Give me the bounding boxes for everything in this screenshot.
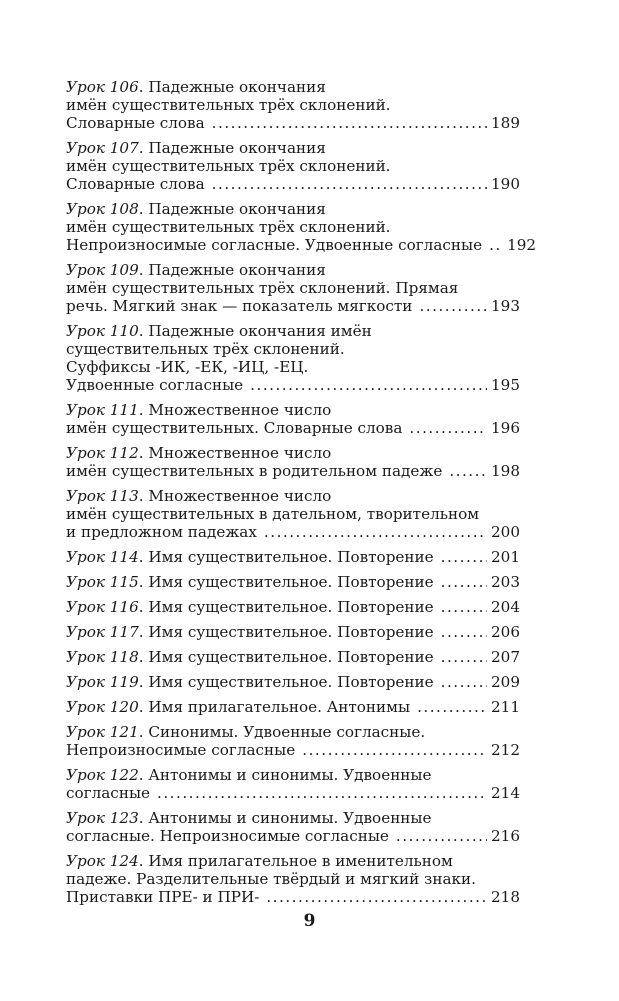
toc-entry[interactable] [66, 723, 520, 759]
entry-title-text: существительных трёх склонений. [66, 340, 345, 358]
toc-entry-line: Урок 112 . Множественное число [66, 444, 332, 462]
dot-leader [441, 673, 487, 691]
dot-leader [157, 784, 487, 802]
entry-title-text: Имя существительное. Повторение [148, 598, 434, 616]
toc-entry-line [66, 376, 520, 394]
toc-entry[interactable] [66, 401, 520, 437]
lesson-label: Урок 109 [66, 261, 139, 279]
entry-title-text: Приставки ПРЕ- и ПРИ- [66, 888, 260, 906]
entry-title-text: Имя существительное. Повторение [148, 623, 434, 641]
entry-title-text: Падежные окончания [148, 139, 326, 157]
entry-title-text: Имя прилагательное. Антонимы [148, 698, 411, 716]
dot-leader [266, 888, 487, 906]
page-number: 9 [303, 911, 316, 931]
lesson-label: Урок 117 [66, 623, 139, 641]
dot-leader [409, 419, 487, 437]
page-reference[interactable]: 216 [491, 827, 520, 845]
toc-entry-line: Урок 113 . Множественное число [66, 487, 332, 505]
toc-entry-line [66, 888, 520, 906]
toc-entry-line: Урок 115 . Имя существительное. Повторение ..... 203 [66, 573, 520, 591]
dot-leader [441, 573, 487, 591]
toc-entry-line [66, 523, 520, 541]
dot-leader [212, 114, 487, 132]
toc-entry-line [66, 462, 520, 480]
toc-entry-line [66, 505, 520, 523]
lesson-label: Урок 113 [66, 487, 139, 505]
toc-entry-line [66, 236, 537, 254]
toc-entry-line: Урок 106 . Падежные окончания [66, 78, 326, 96]
entry-title-text: имён существительных в родительном падеже [66, 462, 443, 480]
toc-entry[interactable] [66, 648, 520, 666]
entry-title-text: Словарные слова [66, 114, 205, 132]
entry-title-text: имён существительных трёх склонений. [66, 157, 391, 175]
entry-title-text: Множественное число [148, 401, 332, 419]
dot-leader [419, 297, 487, 315]
toc-entry[interactable] [66, 444, 520, 480]
lesson-label: Урок 110 [66, 322, 139, 340]
page-reference[interactable]: 214 [491, 784, 520, 802]
entry-title-text: падеже. Разделительные твёрдый и мягкий знаки. [66, 870, 476, 888]
dot-leader [264, 523, 487, 541]
toc-entry-line: Урок 122 . Антонимы и синонимы. Удвоенные [66, 766, 432, 784]
toc-entry[interactable] [66, 852, 520, 906]
toc-entry-line [66, 297, 520, 315]
page-reference[interactable]: 209 [491, 673, 520, 691]
page-reference[interactable]: 200 [491, 523, 520, 541]
toc-entry-line [66, 827, 520, 845]
page-reference[interactable]: 201 [491, 548, 520, 566]
lesson-label: Урок 107 [66, 139, 139, 157]
entry-title-text: имён существительных трёх склонений. [66, 218, 391, 236]
lesson-label: Урок 108 [66, 200, 139, 218]
lesson-label: Урок 118 [66, 648, 139, 666]
entry-title-text: Множественное число [148, 487, 332, 505]
entry-title-text: имён существительных трёх склонений. Прямая [66, 279, 459, 297]
lesson-label: Урок 115 [66, 573, 139, 591]
toc-entry-line [66, 419, 520, 437]
toc-entry[interactable] [66, 809, 520, 845]
entry-title-text: Падежные окончания имён [148, 322, 372, 340]
toc-entry-line: Урок 121 . Синонимы. Удвоенные согласные. [66, 723, 426, 741]
entry-title-text: Падежные окончания [148, 261, 326, 279]
entry-title-text: Падежные окончания [148, 200, 326, 218]
entry-title-text: Падежные окончания [148, 78, 326, 96]
page-reference[interactable]: 212 [491, 741, 520, 759]
dot-leader [441, 623, 487, 641]
page-reference[interactable]: 190 [491, 175, 520, 193]
page-reference[interactable]: 192 [507, 236, 537, 254]
toc-entry-line: Урок 116 . Имя существительное. Повторение ..... 204 [66, 598, 520, 616]
entry-title-text: имён существительных трёх склонений. [66, 96, 391, 114]
lesson-label: Урок 116 [66, 598, 139, 616]
entry-title-text: Имя существительное. Повторение [148, 673, 434, 691]
table-of-contents [66, 78, 537, 913]
toc-entry[interactable] [66, 487, 520, 541]
page-reference[interactable]: 195 [491, 376, 520, 394]
lesson-label: Урок 122 [66, 766, 139, 784]
dot-leader [396, 827, 487, 845]
entry-title-text: имён существительных в дательном, творительном [66, 505, 480, 523]
toc-entry-line [66, 741, 520, 759]
dot-leader [449, 462, 487, 480]
toc-entry-line: Урок 117 . Имя существительное. Повторение ..... 206 [66, 623, 520, 641]
entry-title-text: Непроизносимые согласные. Удвоенные согласные [66, 236, 483, 254]
page-reference[interactable]: 207 [491, 648, 520, 666]
entry-title-text: Антонимы и синонимы. Удвоенные [148, 766, 432, 784]
toc-entry-line [66, 279, 520, 297]
toc-entry-line: Урок 123 . Антонимы и синонимы. Удвоенные [66, 809, 432, 827]
page-reference[interactable]: 193 [491, 297, 520, 315]
entry-title-text: Имя прилагательное в именительном [148, 852, 453, 870]
toc-entry-line: Урок 114 . Имя существительное. Повторение ..... 201 [66, 548, 520, 566]
entry-title-text: Имя существительное. Повторение [148, 548, 434, 566]
toc-entry[interactable] [66, 139, 520, 193]
page-reference[interactable]: 206 [491, 623, 520, 641]
entry-title-text: имён существительных. Словарные слова [66, 419, 403, 437]
dot-leader [441, 648, 487, 666]
lesson-label: Урок 106 [66, 78, 139, 96]
page-reference[interactable]: 189 [491, 114, 520, 132]
page-reference[interactable]: 211 [491, 698, 520, 716]
toc-entry[interactable] [66, 698, 520, 716]
toc-entry-line [66, 157, 520, 175]
dot-leader [417, 698, 487, 716]
toc-entry-line [66, 218, 520, 236]
entry-title-text: Удвоенные согласные [66, 376, 244, 394]
toc-entry-line: Урок 118 . Имя существительное. Повторение ..... 207 [66, 648, 520, 666]
entry-title-text: Антонимы и синонимы. Удвоенные [148, 809, 432, 827]
toc-entry[interactable] [66, 598, 520, 616]
dot-leader [212, 175, 487, 193]
lesson-label: Урок 121 [66, 723, 139, 741]
lesson-label: Урок 120 [66, 698, 139, 716]
toc-entry[interactable] [66, 200, 537, 254]
entry-title-text: Имя существительное. Повторение [148, 573, 434, 591]
toc-entry[interactable] [66, 548, 520, 566]
toc-entry-line: Урок 124 . Имя прилагательное в именительном [66, 852, 453, 870]
entry-title-text: Имя существительное. Повторение [148, 648, 434, 666]
entry-title-text: и предложном падежах [66, 523, 257, 541]
dot-leader [441, 548, 487, 566]
toc-entry-line [66, 96, 520, 114]
page-reference[interactable]: 196 [491, 419, 520, 437]
entry-title-text: Суффиксы -ИК, -ЕК, -ИЦ, -ЕЦ. [66, 358, 309, 376]
toc-entry-line: Урок 110 . Падежные окончания имён [66, 322, 372, 340]
entry-title-text: согласные. Непроизносимые согласные [66, 827, 389, 845]
dot-leader [441, 598, 487, 616]
page-reference[interactable]: 198 [491, 462, 520, 480]
toc-entry[interactable] [66, 766, 520, 802]
toc-entry-line [66, 175, 520, 193]
toc-entry-line [66, 358, 520, 376]
lesson-label: Урок 112 [66, 444, 139, 462]
lesson-label: Урок 123 [66, 809, 139, 827]
toc-entry[interactable] [66, 623, 520, 641]
toc-entry[interactable] [66, 573, 520, 591]
dot-leader [302, 741, 487, 759]
lesson-label: Урок 111 [66, 401, 139, 419]
toc-entry-line: Урок 111 . Множественное число [66, 401, 332, 419]
dot-leader [250, 376, 487, 394]
lesson-label: Урок 114 [66, 548, 139, 566]
toc-entry[interactable] [66, 673, 520, 691]
toc-entry[interactable] [66, 78, 520, 132]
entry-title-text: Словарные слова [66, 175, 205, 193]
page-reference[interactable]: 218 [491, 888, 520, 906]
toc-entry-line [66, 784, 520, 802]
toc-entry-line: Урок 107 . Падежные окончания [66, 139, 326, 157]
entry-title-text: Синонимы. Удвоенные согласные. [148, 723, 426, 741]
toc-entry-line: Урок 109 . Падежные окончания [66, 261, 326, 279]
dot-leader [489, 236, 503, 254]
toc-entry-line: Урок 120 . Имя прилагательное. Антонимы ..... 211 [66, 698, 520, 716]
toc-entry-line [66, 870, 520, 888]
toc-entry-line: Урок 108 . Падежные окончания [66, 200, 326, 218]
toc-entry-line [66, 340, 520, 358]
lesson-label: Урок 119 [66, 673, 139, 691]
entry-title-text: Непроизносимые согласные [66, 741, 296, 759]
page-reference[interactable]: 204 [491, 598, 520, 616]
toc-entry[interactable] [66, 322, 520, 394]
entry-title-text: согласные [66, 784, 151, 802]
toc-entry[interactable] [66, 261, 520, 315]
toc-entry-line: Урок 119 . Имя существительное. Повторение ..... 209 [66, 673, 520, 691]
entry-title-text: речь. Мягкий знак — показатель мягкости [66, 297, 413, 315]
lesson-label: Урок 124 [66, 852, 139, 870]
entry-title-text: Множественное число [148, 444, 332, 462]
toc-entry-line [66, 114, 520, 132]
page-reference[interactable]: 203 [491, 573, 520, 591]
